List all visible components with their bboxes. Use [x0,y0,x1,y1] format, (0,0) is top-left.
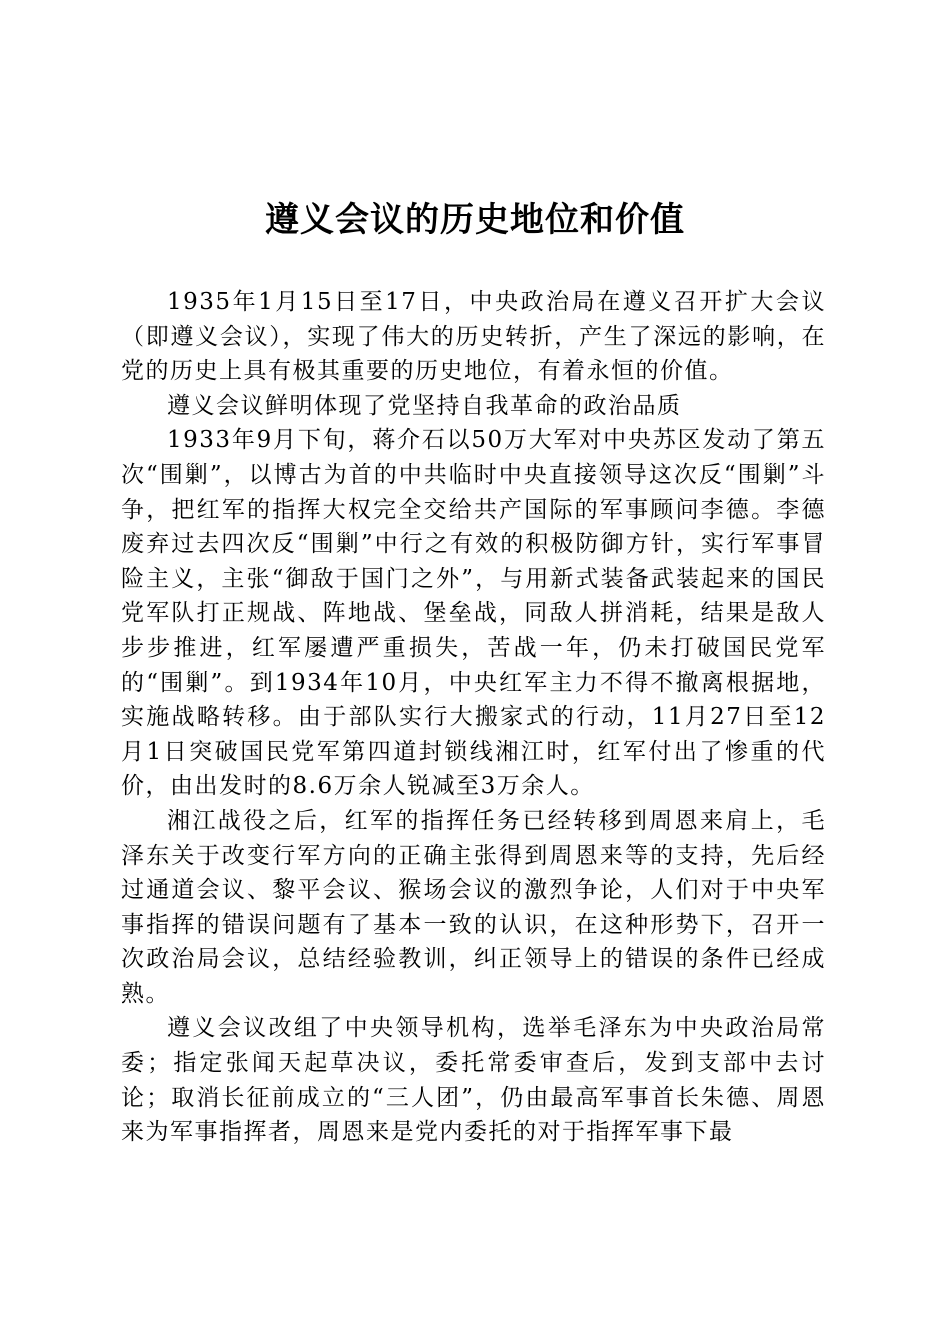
paragraph-reorganization: 遵义会议改组了中央领导机构，选举毛泽东为中央政治局常委；指定张闻天起草决议，委托常委审查后，发到支部中去讨论；取消长征前成立的“三人团”，仍由最高军事首长朱德、周恩来为军事指挥者，周恩来是党内委托的对于指挥军事下最 [121,1015,826,1146]
paragraph-xiangjiang: 湘江战役之后，红军的指挥任务已经转移到周恩来肩上，毛泽东关于改变行军方向的正确主张得到周恩来等的支持，先后经过通道会议、黎平会议、猴场会议的激烈争论，人们对于中央军事指挥的错误问题有了基本一致的认识，在这种形势下，召开一次政治局会议，总结经验教训，纠正领导上的错误的条件已经成熟。 [121,807,826,1007]
paragraph-section-heading: 遵义会议鲜明体现了党坚持自我革命的政治品质 [167,392,682,419]
document-title: 遵义会议的历史地位和价值 [265,200,685,240]
document-body [121,285,826,1150]
paragraph-background: 1933年9月下旬，蒋介石以50万大军对中央苏区发动了第五次“围剿”，以博古为首的中共临时中央直接领导这次反“围剿”斗争，把红军的指挥大权完全交给共产国际的军事顾问李德。李德废弃过去四次反“围剿”中行之有效的积极防御方针，实行军事冒险主义，主张“御敌于国门之外”，与用新式装备武装起来的国民党军队打正规战、阵地战、堡垒战，同敌人拼消耗，结果是敌人步步推进，红军屡遭严重损失，苦战一年，仍未打破国民党军的“围剿”。到1934年10月，中央红军主力不得不撤离根据地，实施战略转移。由于部队实行大搬家式的行动，11月27日至12月1日突破国民党军第四道封锁线湘江时，红军付出了惨重的代价，由出发时的8.6万余人锐减至3万余人。 [121,427,826,800]
paragraph-intro: 1935年1月15日至17日，中央政治局在遵义召开扩大会议（即遵义会议），实现了伟大的历史转折，产生了深远的影响，在党的历史上具有极其重要的历史地位，有着永恒的价值。 [121,289,826,385]
